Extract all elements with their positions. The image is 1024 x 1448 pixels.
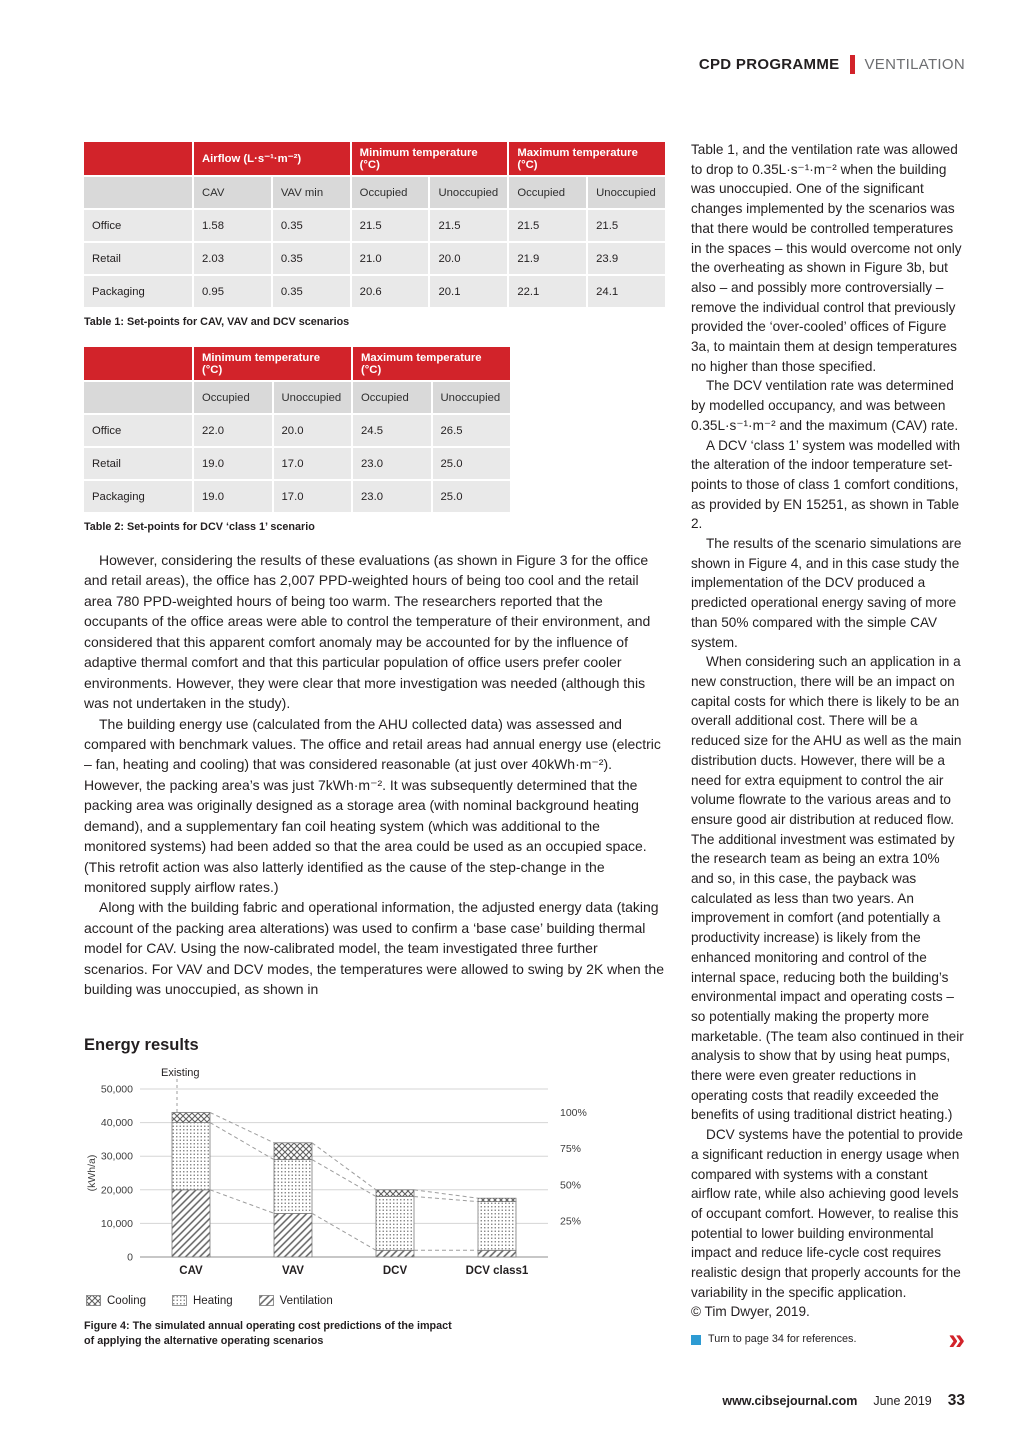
table-cell: 0.35 [273,210,350,241]
figure-4-caption: Figure 4: The simulated annual operating cost predictions of the impact of applying the alternative operating scenarios [84,1319,452,1347]
table-cell [84,142,192,175]
page-footer [722,1392,965,1410]
table-cell: Maximum temperature (°C) [353,347,510,380]
svg-text:75%: 75% [560,1142,582,1155]
table-cell: Minimum temperature (°C) [194,347,351,380]
row-label: Office [84,210,192,241]
table-cell: 25.0 [433,448,511,479]
table-cell: 19.0 [194,481,272,512]
legend-label: Ventilation [279,1294,333,1307]
table-row [84,481,510,512]
footer-website[interactable]: www.cibsejournal.com [722,1394,858,1408]
table-cell: 23.9 [588,243,665,274]
row-label: Office [84,415,192,446]
table-cell: 21.5 [509,210,586,241]
table-cell [84,382,192,413]
table-cell: 20.0 [274,415,352,446]
copyright-line: © Tim Dwyer, 2019. [691,1304,810,1320]
table-cell: 0.35 [273,276,350,307]
article-body-left [84,550,665,1000]
table-cell: VAV min [273,177,350,208]
footer-issue-date: June 2019 [873,1394,932,1408]
paragraph: When considering such an application in a new construction, there will be an impact on capital costs for which there is likely to be an overall additional cost. There will be a reduced size for the AHU as well as the main distribution ducts. However, there will be a need for extra equipment to control the air volume flowrate to the various areas and to ensure good air distribution at reduced flow. The additional investment was estimated by the research team as being an extra 10% and so, in this case, the payback was calculated as less than two years. An improvement in comfort (and potentially a productivity increase) is likely from the enhanced monitoring and control of the internal space, reducing both the building’s environmental impact and operating costs – so potentially making the property more marketable. (The team also continued in their analysis to show that by using heat pumps, there were even greater reductions in operating costs that readily exceeded the benefits of using traditional district heating.) [691,654,964,1123]
svg-text:CAV: CAV [179,1264,203,1277]
page-header [699,55,965,74]
paragraph: The results of the scenario simulations are shown in Figure 4, and in this case study the implementation of the DCV produced a predicted operational energy saving of more than 50% compared with the simple CAV system. [691,536,962,650]
table-1-caption: Table 1: Set-points for CAV, VAV and DCV scenarios [84,316,350,328]
table-header-row [84,142,665,175]
svg-text:100%: 100% [560,1106,587,1119]
svg-text:(kWh/a): (kWh/a) [86,1154,98,1191]
paragraph: Table 1, and the ventilation rate was allowed to drop to 0.35L·s⁻¹·m⁻² when the building was unoccupied. One of the significant changes implemented by the scenarios was that there would be controlled temperatures in the spaces – this would overcome not only the overheating as shown in Figure 3b, but also – and possibly more controversially – remove the individual control that previously provided the ‘over-cooled’ offices of Figure 3a, to maintain them at design temperatures no higher than those specified. [691,142,962,374]
table-subheader-row [84,177,665,208]
svg-text:DCV class1: DCV class1 [465,1264,529,1277]
table-cell: 2.03 [194,243,271,274]
table-subheader-row [84,382,510,413]
table-cell: 25.0 [433,481,511,512]
svg-text:Existing: Existing [161,1066,200,1079]
table-cell: CAV [194,177,271,208]
content-columns [84,140,965,1356]
paragraph: A DCV ‘class 1’ system was modelled with the alteration of the indoor temperature set-points to those of class 1 comfort conditions, as provided by EN 15251, as shown in Table 2. [691,437,961,532]
legend-label: Heating [193,1294,233,1307]
svg-text:10,000: 10,000 [100,1217,133,1230]
legend-item [259,1295,333,1307]
row-label: Packaging [84,481,192,512]
svg-text:DCV: DCV [382,1264,408,1277]
references-note [691,1323,965,1356]
legend-item [86,1295,146,1307]
svg-text:40,000: 40,000 [100,1116,133,1129]
table-row [84,276,665,307]
legend-swatch-icon [259,1295,274,1306]
legend-item [172,1295,233,1307]
table-cell: 0.35 [273,243,350,274]
table-cell [84,347,192,380]
table-row [84,448,510,479]
legend-label: Cooling [107,1294,146,1307]
table-cell: 20.6 [352,276,429,307]
table-cell: 24.5 [353,415,431,446]
table-cell: 0.95 [194,276,271,307]
table-cell: 21.9 [509,243,586,274]
legend-swatch-icon [172,1295,187,1306]
table-cell: Occupied [509,177,586,208]
svg-text:20,000: 20,000 [100,1183,133,1196]
energy-results-heading: Energy results [84,1035,199,1054]
table-cell: Occupied [352,177,429,208]
paragraph: DCV systems have the potential to provide a significant reduction in energy usage when compared with systems with a constant airflow rate, while also achieving good levels of occupant comfort. However, to realise this potential to lower building environmental impact and reduce life-cycle cost requires realistic design that properly accounts for the variability in the specific application. [691,1127,963,1300]
table-cell: Unoccupied [588,177,665,208]
svg-text:VAV: VAV [282,1264,304,1277]
table-cell: 21.0 [352,243,429,274]
table-cell: Maximum temperature (°C) [509,142,665,175]
table-cell: 1.58 [194,210,271,241]
table-setpoints-cav-vav-dcv [82,140,667,309]
table-cell: Unoccupied [430,177,507,208]
table-row [84,243,665,274]
svg-text:30,000: 30,000 [100,1150,133,1163]
references-text: Turn to page 34 for references. [708,1333,857,1346]
paragraph: However, considering the results of these evaluations (as shown in Figure 3 for the office and retail areas), the office has 2,007 PPD-weighted hours of being too cool and the retail area 780 PPD-weighted hours of being too warm. The researchers reported that the occupants of the office areas were able to control the temperature of their environment, and considered that this apparent comfort anomaly may be accounted for by the influence of adaptive thermal comfort and that this particular population of office users prefer cooler environments. However, they were clear that more investigation was needed (although this was not undertaken in the study). [84,552,651,712]
right-column [691,140,965,1356]
table-cell: 17.0 [274,481,352,512]
header-divider [850,55,855,74]
table-cell: 22.1 [509,276,586,307]
header-section-label: VENTILATION [864,56,965,73]
table-cell: Occupied [194,382,272,413]
table-header-row [84,347,510,380]
table-cell: 24.1 [588,276,665,307]
table-cell: Unoccupied [274,382,352,413]
table-cell: 21.5 [352,210,429,241]
svg-text:50,000: 50,000 [100,1083,133,1096]
table-2-caption: Table 2: Set-points for DCV ‘class 1’ scenario [84,521,315,533]
row-label: Retail [84,448,192,479]
row-label: Retail [84,243,192,274]
table-row [84,415,510,446]
svg-text:0: 0 [127,1251,133,1264]
row-label: Packaging [84,276,192,307]
table-cell [84,177,192,208]
table-cell: 20.1 [430,276,507,307]
svg-text:50%: 50% [560,1178,582,1191]
paragraph: The building energy use (calculated from the AHU collected data) was assessed and compared with benchmark values. The office and retail areas had annual energy use (electric – fan, heating and cooling) that was considered reasonable (at just over 40kWh·m⁻²). However, the packing area’s was just 7kWh·m⁻². It was subsequently determined that the packing area was originally designed as a storage area (with nominal background heating demand), and a supplementary fan coil heating system (which was additional to the monitored systems) had been added so that the area could be used as an occupied space. (This retrofit action was also latterly identified as the cause of the step-change in the monitored supply airflow rates.) [84,715,661,895]
next-page-chevron-icon[interactable]: » [948,1323,965,1356]
reference-bullet-icon [691,1335,701,1345]
table-cell: Airflow (L·s⁻¹·m⁻²) [194,142,350,175]
table-cell: 21.5 [588,210,665,241]
table-setpoints-dcv-class1 [82,345,512,514]
left-column [84,140,665,1349]
header-programme-label: CPD PROGRAMME [698,56,840,73]
table-cell: 23.0 [353,448,431,479]
table-cell: 21.5 [430,210,507,241]
table-cell: 19.0 [194,448,272,479]
table-cell: Minimum temperature (°C) [352,142,508,175]
table-cell: 23.0 [353,481,431,512]
legend-swatch-icon [86,1295,101,1306]
table-cell: Occupied [353,382,431,413]
table-cell: 26.5 [433,415,511,446]
table-cell: 22.0 [194,415,272,446]
table-row [84,210,665,241]
table-cell: 17.0 [274,448,352,479]
energy-chart [84,1065,600,1291]
chart-legend [86,1295,665,1307]
article-body-right [691,140,965,1302]
table-cell: Unoccupied [433,382,511,413]
footer-page-number: 33 [947,1392,965,1409]
paragraph: Along with the building fabric and operational information, the adjusted energy data (taking account of the packing area alterations) was used to confirm a ‘base case’ building thermal model for CAV. Using the now-calibrated model, the team investigated three further scenarios. For VAV and DCV modes, the temperatures were allowed to swing by 2K when the building was unoccupied, as shown in [84,899,664,998]
svg-text:25%: 25% [560,1215,582,1228]
paragraph: The DCV ventilation rate was determined by modelled occupancy, and was between 0.35L·s⁻¹·m⁻² and the maximum (CAV) rate. [691,378,959,433]
table-cell: 20.0 [430,243,507,274]
